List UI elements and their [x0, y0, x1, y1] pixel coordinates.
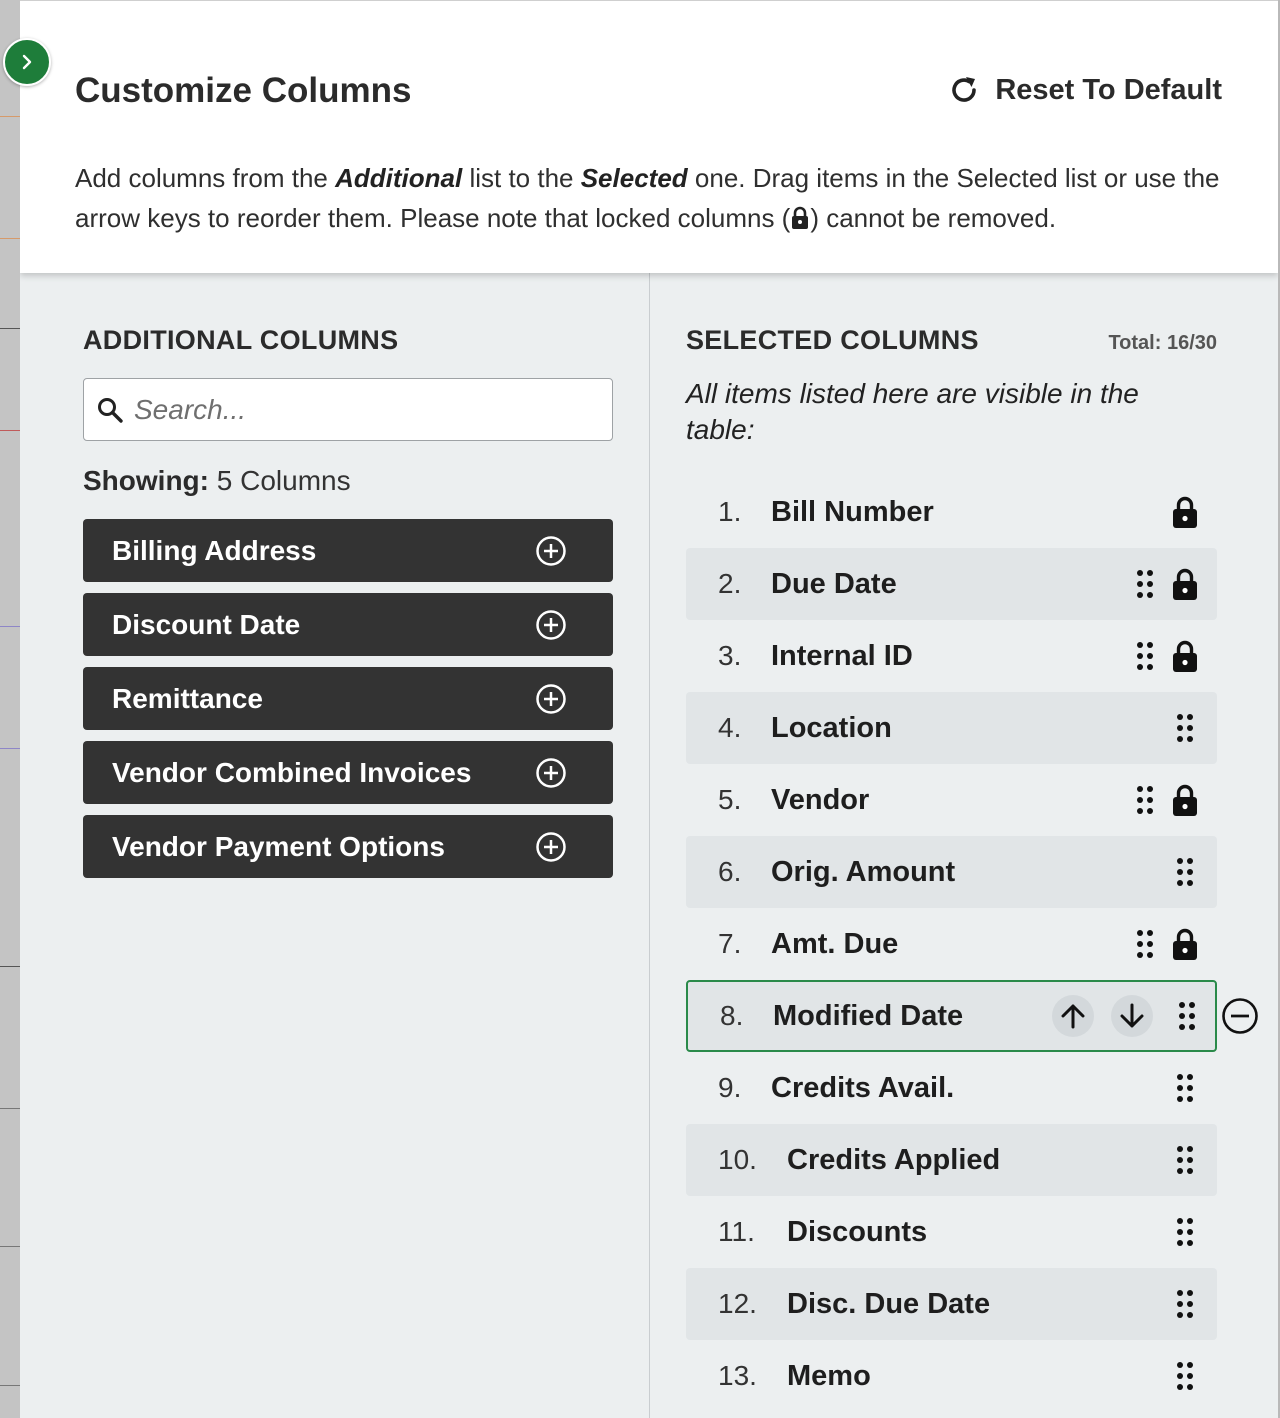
selected-item-label: Amt. Due — [771, 927, 899, 960]
selected-item[interactable] — [686, 764, 1217, 836]
page-title: Customize Columns — [75, 71, 412, 110]
additional-item-vendor-combined-invoices[interactable]: Vendor Combined Invoices — [83, 741, 613, 804]
additional-columns-list — [83, 519, 613, 878]
selected-item-label: Due Date — [771, 567, 897, 600]
selected-item-label: Credits Applied — [787, 1143, 1001, 1176]
panel-header — [20, 0, 1278, 273]
drag-handle-icon[interactable] — [1135, 929, 1155, 959]
search-icon — [96, 396, 124, 424]
additional-item-remittance[interactable]: Remittance — [83, 667, 613, 730]
lock-icon — [1171, 783, 1199, 817]
drag-handle-icon[interactable] — [1135, 569, 1155, 599]
add-circle-icon[interactable] — [535, 757, 567, 789]
selected-item-label: Location — [771, 711, 892, 744]
selected-item-number: 1. — [718, 496, 742, 527]
selected-item-label: Bill Number — [771, 495, 934, 528]
selected-item[interactable] — [686, 1052, 1217, 1124]
additional-item-discount-date[interactable]: Discount Date — [83, 593, 613, 656]
add-circle-icon[interactable] — [535, 609, 567, 641]
background-divider — [0, 116, 20, 117]
search-input[interactable] — [134, 394, 594, 426]
drag-handle-icon[interactable] — [1135, 641, 1155, 671]
selected-item-label: Internal ID — [771, 639, 913, 672]
collapse-panel-button[interactable] — [3, 38, 51, 86]
selected-item-number: 2. — [718, 568, 742, 599]
background-divider — [0, 1246, 20, 1247]
selected-item[interactable] — [686, 836, 1217, 908]
selected-item-number: 8. — [720, 1000, 744, 1031]
add-circle-icon[interactable] — [535, 831, 567, 863]
selected-item[interactable] — [686, 1340, 1217, 1412]
additional-item-billing-address[interactable]: Billing Address — [83, 519, 613, 582]
background-page-strip — [0, 0, 20, 1418]
additional-columns-title: ADDITIONAL COLUMNS — [83, 325, 399, 355]
selected-item-label: Credits Avail. — [771, 1071, 955, 1104]
search-box — [83, 378, 613, 441]
selected-item-label: Vendor — [771, 783, 870, 816]
move-up-button[interactable] — [1052, 995, 1094, 1037]
selected-item-number: 12. — [718, 1288, 757, 1319]
selected-item-label: Memo — [787, 1359, 871, 1392]
selected-item-number: 3. — [718, 640, 742, 671]
remove-circle-icon — [1221, 997, 1259, 1035]
selected-item[interactable] — [686, 548, 1217, 620]
selected-item[interactable] — [686, 1196, 1217, 1268]
lock-icon — [790, 206, 810, 230]
selected-item[interactable] — [686, 908, 1217, 980]
selected-item-number: 10. — [718, 1144, 757, 1175]
selected-item[interactable] — [686, 1268, 1217, 1340]
lock-icon — [1171, 639, 1199, 673]
total-count: Total: 16/30 — [1108, 332, 1217, 354]
lock-icon — [1171, 495, 1199, 529]
reset-to-default-button[interactable] — [947, 73, 1222, 107]
selected-item-number: 13. — [718, 1360, 757, 1391]
background-divider — [0, 430, 20, 431]
lock-icon — [1171, 567, 1199, 601]
reset-label: Reset To Default — [995, 73, 1222, 106]
arrow-down-icon — [1117, 1001, 1147, 1031]
column-divider — [649, 273, 650, 1418]
background-divider — [0, 748, 20, 749]
background-divider — [0, 328, 20, 329]
selected-item-label: Discounts — [787, 1215, 928, 1248]
drag-handle-icon[interactable] — [1175, 1073, 1195, 1103]
selected-item-label: Disc. Due Date — [787, 1287, 991, 1320]
background-divider — [0, 966, 20, 967]
background-divider — [0, 626, 20, 627]
selected-item-number: 5. — [718, 784, 742, 815]
selected-columns-section — [686, 325, 1226, 1392]
additional-item-vendor-payment-options[interactable]: Vendor Payment Options — [83, 815, 613, 878]
selected-columns-title: SELECTED COLUMNS — [686, 325, 979, 355]
background-divider — [0, 1385, 20, 1386]
drag-handle-icon[interactable] — [1135, 785, 1155, 815]
move-down-button[interactable] — [1111, 995, 1153, 1037]
selected-item-label: Orig. Amount — [771, 855, 956, 888]
drag-handle-icon[interactable] — [1175, 1217, 1195, 1247]
selected-item-number: 4. — [718, 712, 742, 743]
showing-count: Showing: 5 Columns — [83, 465, 351, 496]
add-circle-icon[interactable] — [535, 683, 567, 715]
selected-note: All items listed here are visible in the table: — [686, 378, 1139, 445]
background-divider — [0, 238, 20, 239]
add-circle-icon[interactable] — [535, 535, 567, 567]
selected-item[interactable] — [686, 980, 1217, 1052]
remove-column-button[interactable] — [1221, 997, 1259, 1035]
selected-item[interactable] — [686, 1124, 1217, 1196]
selected-item-number: 9. — [718, 1072, 742, 1103]
selected-item-number: 6. — [718, 856, 742, 887]
background-divider — [0, 1108, 20, 1109]
refresh-icon — [947, 73, 981, 107]
selected-item-number: 7. — [718, 928, 742, 959]
lock-icon — [1171, 927, 1199, 961]
selected-item-number: 11. — [718, 1216, 755, 1247]
selected-item[interactable] — [686, 620, 1217, 692]
selected-item[interactable] — [686, 476, 1217, 548]
drag-handle-icon[interactable] — [1177, 1001, 1197, 1031]
drag-handle-icon[interactable] — [1175, 857, 1195, 887]
selected-item-label: Modified Date — [773, 999, 964, 1032]
selected-item[interactable] — [686, 692, 1217, 764]
drag-handle-icon[interactable] — [1175, 1289, 1195, 1319]
customize-columns-panel — [20, 0, 1278, 1418]
instructions-text: Add columns from the Additional list to the Selected one. Drag items in the Selected list or use the arrow keys to reorder them. Please note that locked columns ( ) cannot be removed. — [75, 163, 1220, 233]
drag-handle-icon[interactable] — [1175, 1145, 1195, 1175]
additional-columns-section — [83, 325, 613, 889]
arrow-up-icon — [1058, 1001, 1088, 1031]
chevron-right-icon — [18, 53, 36, 71]
drag-handle-icon[interactable] — [1175, 713, 1195, 743]
drag-handle-icon[interactable] — [1175, 1361, 1195, 1391]
